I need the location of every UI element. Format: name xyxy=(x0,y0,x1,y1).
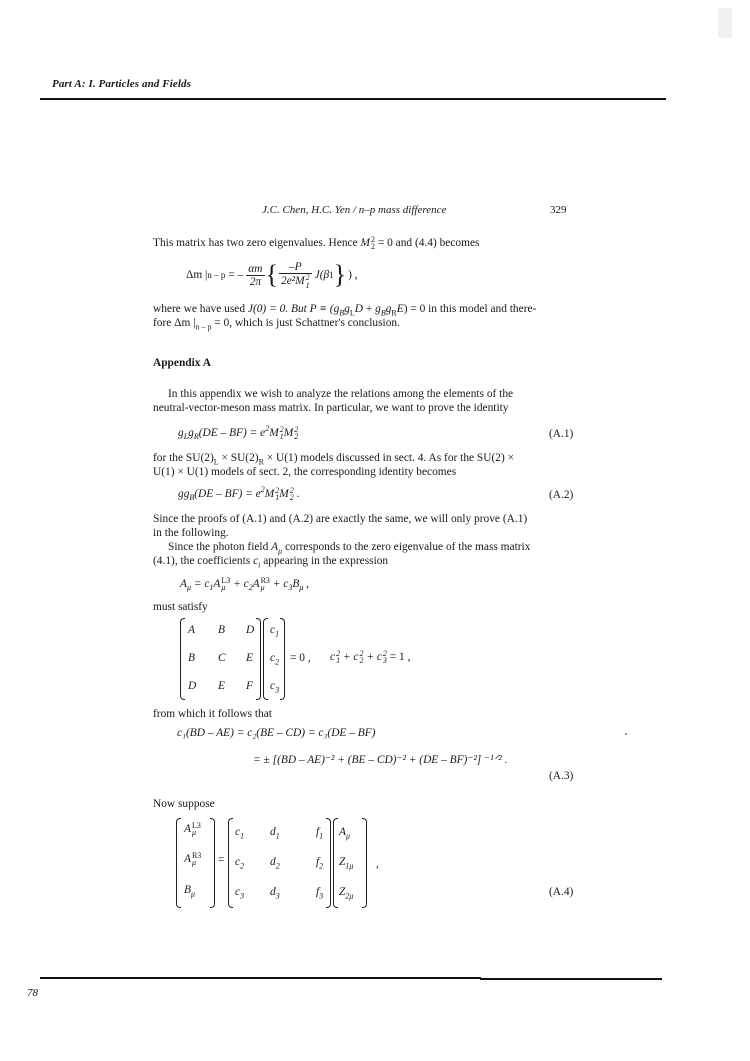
equals-sign: = xyxy=(218,854,225,866)
rhs-cell: $A_\mu$ xyxy=(339,826,350,841)
comma: , xyxy=(376,858,379,870)
fraction-alpha-m: $\frac{\alpha m}{2\pi}$ xyxy=(248,262,263,288)
equation-label-a1: (A.1) xyxy=(549,428,574,440)
paragraph-proofs: Since the proofs of (A.1) and (A.2) are exactly the same, we will only prove (A.1) in the following. xyxy=(153,513,528,539)
matrix-cell: A xyxy=(188,624,195,636)
matrix-right-bracket xyxy=(256,618,261,700)
equation-label-a2: (A.2) xyxy=(549,489,574,501)
coef-cell: $c_1$ xyxy=(235,826,245,841)
equation-a3-line2: = ± [(BD – AE)⁻² + (BE – CD)⁻² + (DE – BF)⁻²] ⁻¹ᐟ² . xyxy=(253,754,508,766)
equation-a2: $gg_B(DE - BF) = e^2M$ 2 1 M 2 2 . xyxy=(178,484,300,503)
paragraph-matrix-eigenvalues: This matrix has two zero eigenvalues. Hence M 2 2 = 0 and (4.4) becomes xyxy=(153,235,480,252)
coef-cell: $f_2$ xyxy=(316,856,324,871)
coef-cell: $c_2$ xyxy=(235,856,245,871)
matrix-cell: B xyxy=(218,624,225,636)
rhs-cell: $Z_{1\mu}$ xyxy=(339,856,354,871)
coef-cell: $f_3$ xyxy=(316,886,324,901)
coef-right-bracket xyxy=(326,818,331,908)
book-page-number: 78 xyxy=(27,987,38,999)
vector-right-bracket xyxy=(280,618,285,700)
running-head: J.C. Chen, H.C. Yen / n–p mass difference xyxy=(262,204,447,216)
matrix-cell: F xyxy=(246,680,253,692)
must-satisfy-text: must satisfy xyxy=(153,601,208,613)
equation-label-a3: (A.3) xyxy=(549,770,574,782)
lhs-right-bracket xyxy=(210,818,215,908)
vector-cell: $c_1$ xyxy=(270,624,280,639)
paragraph-models: for the $SU(2)_L \times SU(2)_R \times U(1)$ models discussed in sect. 4. As for the SU(2) × U(1) × U(1) models of sect. 2, the corresponding identity becomes xyxy=(153,452,515,478)
left-brace: { xyxy=(265,260,278,289)
coef-left-bracket xyxy=(228,818,233,908)
now-suppose-text: Now suppose xyxy=(153,798,215,810)
paragraph-photon-field: Since the photon field $A_\mu$ corresponds to the zero eigenvalue of the mass matrix (4.1), the coefficients $c_i$ appearing in the expression xyxy=(153,541,531,570)
matrix-equation-1 xyxy=(180,618,480,703)
appendix-title: Appendix A xyxy=(153,357,211,369)
text: This matrix has two zero eigenvalues. Hence xyxy=(153,237,361,249)
book-header: Part A: I. Particles and Fields xyxy=(52,78,191,90)
matrix-cell: B xyxy=(188,652,195,664)
text: = 0 and (4.4) becomes xyxy=(374,237,480,249)
equation-a3-line1: c₁(BD – AE) = c₂(BE – CD) = c₃(DE – BF) xyxy=(177,727,376,739)
matrix-cell: C xyxy=(218,652,226,664)
coef-cell: $d_2$ xyxy=(270,856,280,871)
eq-tail: ) , xyxy=(348,269,358,281)
fraction-p: –P 2e²M 2 1 xyxy=(281,261,310,290)
vector-left-bracket xyxy=(263,618,268,700)
j-term: J(β xyxy=(314,269,330,281)
from-which-text: from which it follows that xyxy=(153,708,272,720)
rhs-left-bracket xyxy=(333,818,338,908)
footer-rule xyxy=(40,977,481,979)
lhs-left-bracket xyxy=(176,818,181,908)
matrix-cell: E xyxy=(246,652,253,664)
equation-delta-m: Δm | n – p = – $\frac{\alpha m}{2\pi}$ { –P 2e²M 2 1 J(β 1 } ) , xyxy=(186,260,358,290)
lhs-cell: $B_\mu$ xyxy=(184,884,195,899)
lhs-cell: A L3 μ xyxy=(184,821,201,838)
paragraph-appendix-intro: In this appendix we wish to analyze the relations among the elements of the neutral-vector-meson mass matrix. In particular, we want to prove the identity xyxy=(153,388,514,414)
lhs-cell: A R3 μ xyxy=(184,851,202,868)
coef-cell: $c_3$ xyxy=(235,886,245,901)
scan-speck xyxy=(625,733,627,735)
vector-cell: $c_3$ xyxy=(270,680,280,695)
vector-cell: $c_2$ xyxy=(270,652,280,667)
equation-label-a4: (A.4) xyxy=(549,886,574,898)
scan-smudge xyxy=(718,8,732,38)
footer-rule-right xyxy=(480,978,662,980)
rhs-cell: $Z_{2\mu}$ xyxy=(339,886,354,901)
rhs-right-bracket xyxy=(362,818,367,908)
matrix-cell: D xyxy=(188,680,197,692)
coef-cell: $f_1$ xyxy=(316,826,324,841)
equation-a1: $g_Lg_R(DE - BF) = e^2M$ 2 1 M 2 2 xyxy=(178,423,299,442)
matrix-rhs: = 0 , xyxy=(290,652,311,664)
eq-lhs: Δm | xyxy=(186,269,208,281)
matrix-equation-a4 xyxy=(176,818,436,910)
matrix-cell: D xyxy=(246,624,255,636)
eq-equals: = – xyxy=(228,269,244,281)
normalization-condition: c 2 1 + c 2 2 + c 2 3 = 1 , xyxy=(330,649,411,666)
paragraph-where-used: where we have used J(0) = 0. But $P \equiv (g_Bg_LD + g_Bg_RE) = 0$ in this model and there- fore Δm $|_{n - p} = 0$, which is just Schattner's conclusion. xyxy=(153,303,537,332)
matrix-cell: E xyxy=(218,680,225,692)
coef-cell: $d_1$ xyxy=(270,826,280,841)
journal-page-number: 329 xyxy=(550,204,567,216)
coef-cell: $d_3$ xyxy=(270,886,280,901)
equation-photon-expansion: $A_\mu = c_1A$ L3 μ + $c_2A$ R3 μ + $c_3B_\mu$ , xyxy=(180,576,310,593)
header-rule xyxy=(40,98,666,100)
right-brace: } xyxy=(333,260,347,289)
matrix-left-bracket xyxy=(180,618,185,700)
